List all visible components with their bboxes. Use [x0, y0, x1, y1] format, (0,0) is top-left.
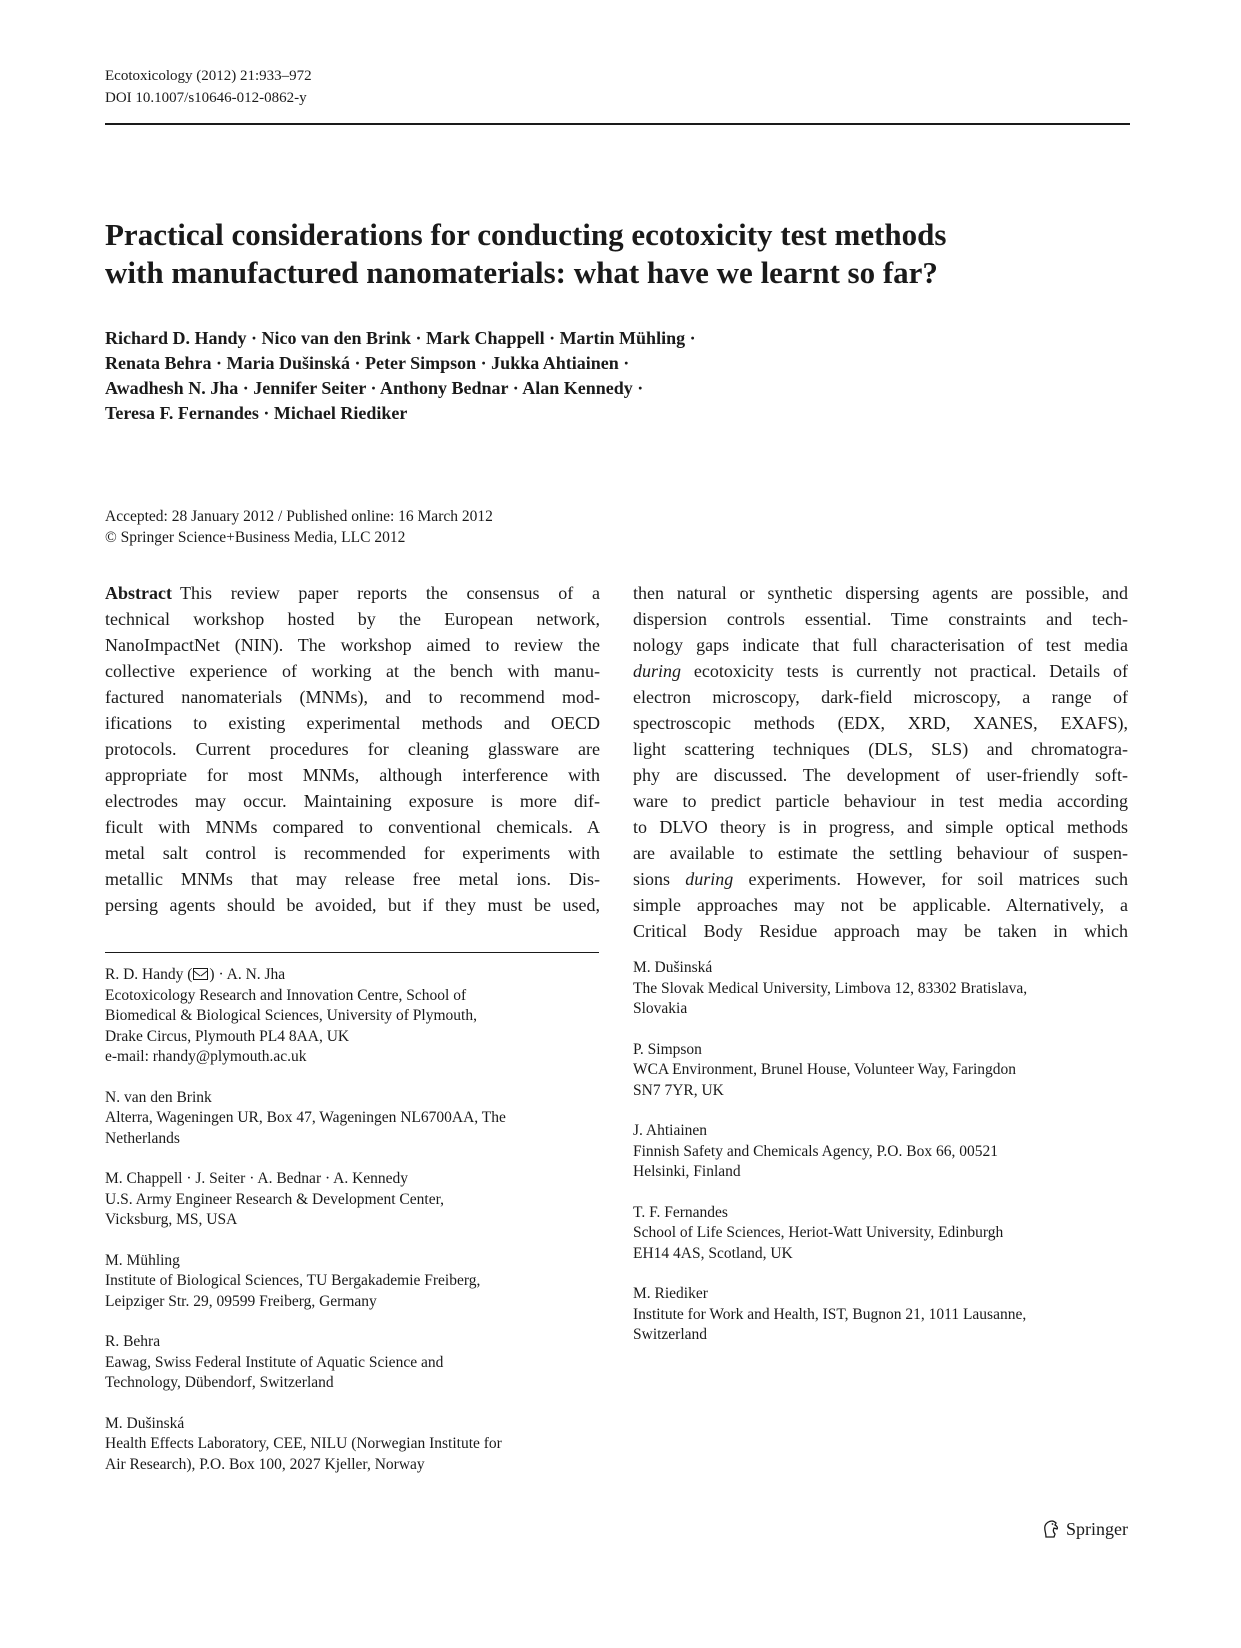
abstract-line: protocols. Current procedures for cleaning glassware are: [105, 739, 600, 759]
abstract-line: during ecotoxicity tests is currently not practical. Details of: [633, 661, 1128, 681]
abstract-line: factured nanomaterials (MNMs), and to recommend mod-: [105, 687, 600, 707]
abstract-line: ware to predict particle behaviour in test media according: [633, 791, 1128, 811]
affiliation-line: Ecotoxicology Research and Innovation Centre, School of: [105, 986, 467, 1004]
affiliation-name: R. Behra: [105, 1333, 161, 1350]
affiliation-line: The Slovak Medical University, Limbova 12, 83302 Bratislava,: [633, 979, 1028, 997]
affiliations-left: [105, 965, 605, 1495]
affiliation-block: [105, 1414, 605, 1476]
affiliation-line: SN7 7YR, UK: [633, 1081, 724, 1099]
affiliation-block: [105, 1251, 605, 1313]
affiliation-line: Eawag, Swiss Federal Institute of Aquatic Science and: [105, 1353, 444, 1371]
copyright: © Springer Science+Business Media, LLC 2012: [105, 529, 406, 546]
abstract-line: NanoImpactNet (NIN). The workshop aimed to review the: [105, 635, 600, 655]
affiliation-line: Helsinki, Finland: [633, 1163, 741, 1180]
accepted-published: Accepted: 28 January 2012 / Published online: 16 March 2012: [105, 508, 493, 525]
affiliation-name: M. Riediker: [633, 1285, 708, 1302]
abstract-line: Critical Body Residue approach may be taken in which: [633, 921, 1128, 941]
affiliation-line: WCA Environment, Brunel House, Volunteer Way, Faringdon: [633, 1061, 1017, 1078]
affiliation-name: R. D. Handy ( ) · A. N. Jha: [105, 966, 286, 983]
author-line: Awadhesh N. Jha · Jennifer Seiter · Anthony Bednar · Alan Kennedy ·: [105, 378, 644, 398]
affiliation-line: Institute of Biological Sciences, TU Bergakademie Freiberg,: [105, 1272, 481, 1289]
affiliation-name: P. Simpson: [633, 1040, 702, 1058]
affiliation-line: Air Research), P.O. Box 100, 2027 Kjeller, Norway: [105, 1455, 425, 1473]
abstract-line: simple approaches may not be applicable. Alternatively, a: [633, 895, 1128, 915]
email-address[interactable]: e-mail: rhandy@plymouth.ac.uk: [105, 1048, 307, 1065]
author-line: Renata Behra · Maria Dušinská · Peter Simpson · Jukka Ahtiainen ·: [105, 353, 630, 373]
abstract-line: persing agents should be avoided, but if they must be used,: [105, 895, 600, 915]
affiliation-line: Drake Circus, Plymouth PL4 8AA, UK: [105, 1027, 350, 1045]
author-list: [105, 326, 696, 426]
springer-horse-icon: [1040, 1518, 1062, 1540]
abstract-line: Abstract This review paper reports the consensus of a: [105, 583, 600, 603]
abstract-line: metal salt control is recommended for experiments with: [105, 843, 600, 863]
affiliation-name: J. Ahtiainen: [633, 1122, 708, 1139]
affiliation-line: Technology, Dübendorf, Switzerland: [105, 1374, 334, 1391]
abstract-line: phy are discussed. The development of user-friendly soft-: [633, 765, 1128, 785]
affiliation-line: Vicksburg, MS, USA: [105, 1211, 238, 1228]
affiliation-line: Leipziger Str. 29, 09599 Freiberg, Germany: [105, 1292, 377, 1310]
affiliation-block: [633, 1203, 1133, 1265]
affiliation-line: Slovakia: [633, 1000, 688, 1017]
affiliation-line: Switzerland: [633, 1326, 708, 1343]
affiliation-block: [633, 1121, 1133, 1183]
abstract-line: metallic MNMs that may release free metal ions. Dis-: [105, 869, 600, 889]
affiliation-name: M. Mühling: [105, 1251, 180, 1269]
abstract-line: dispersion controls essential. Time constraints and tech-: [633, 609, 1128, 629]
doi: DOI 10.1007/s10646-012-0862-y: [105, 90, 307, 106]
author-line: Teresa F. Fernandes · Michael Riediker: [105, 403, 408, 423]
abstract-line: ficult with MNMs compared to conventional chemicals. A: [105, 817, 600, 837]
affiliation-block: [633, 1040, 1133, 1102]
affiliation-line: Health Effects Laboratory, CEE, NILU (Norwegian Institute for: [105, 1435, 502, 1452]
abstract-line: ifications to existing experimental methods and OECD: [105, 713, 600, 733]
affiliation-line: Biomedical & Biological Sciences, University of Plymouth,: [105, 1007, 477, 1024]
abstract-line: spectroscopic methods (EDX, XRD, XANES, EXAFS),: [633, 713, 1128, 733]
abstract-heading: Abstract: [105, 583, 172, 603]
affiliation-line: Institute for Work and Health, IST, Bugnon 21, 1011 Lausanne,: [633, 1305, 1027, 1323]
journal-header: [105, 65, 312, 109]
abstract-line: appropriate for most MNMs, although interference with: [105, 765, 600, 785]
abstract-right-column: [633, 580, 1128, 944]
affiliation-line: U.S. Army Engineer Research & Development Center,: [105, 1190, 444, 1208]
header-rule: [105, 123, 1130, 125]
italic-during: during: [685, 869, 734, 889]
envelope-icon: [193, 968, 208, 980]
italic-during: during: [633, 661, 682, 681]
abstract-line: then natural or synthetic dispersing agents are possible, and: [633, 583, 1128, 603]
affiliation-line: Netherlands: [105, 1129, 180, 1147]
affiliation-line: School of Life Sciences, Heriot-Watt University, Edinburgh: [633, 1224, 1004, 1241]
publication-dates: [105, 506, 493, 548]
affiliation-name: M. Chappell · J. Seiter · A. Bednar · A. Kennedy: [105, 1170, 409, 1187]
affiliation-line: EH14 4AS, Scotland, UK: [633, 1244, 793, 1262]
affiliation-line: Alterra, Wageningen UR, Box 47, Wageningen NL6700AA, The: [105, 1109, 506, 1126]
abstract-left-column: [105, 580, 600, 918]
affiliation-name: T. F. Fernandes: [633, 1203, 728, 1221]
abstract-line: are available to estimate the settling behaviour of suspen-: [633, 843, 1128, 863]
abstract-line: collective experience of working at the bench with manu-: [105, 661, 600, 681]
title-line: with manufactured nanomaterials: what have we learnt so far?: [105, 255, 938, 290]
title-line: Practical considerations for conducting ecotoxicity test methods: [105, 217, 947, 252]
affiliations-right: [633, 958, 1133, 1366]
paper-title: [105, 216, 1135, 292]
affiliation-block: [633, 1284, 1133, 1346]
abstract-line: electrodes may occur. Maintaining exposure is more dif-: [105, 791, 600, 811]
abstract-line: electron microscopy, dark-field microscopy, a range of: [633, 687, 1128, 707]
abstract-line: sions during experiments. However, for soil matrices such: [633, 869, 1128, 889]
abstract-line: light scattering techniques (DLS, SLS) and chromatogra-: [633, 739, 1128, 759]
abstract-line: technical workshop hosted by the European network,: [105, 609, 600, 629]
footnote-rule: [105, 952, 599, 953]
affiliation-line: Finnish Safety and Chemicals Agency, P.O. Box 66, 00521: [633, 1142, 998, 1160]
affiliation-name: N. van den Brink: [105, 1088, 212, 1106]
affiliation-block: [105, 1169, 605, 1231]
abstract-line: to DLVO theory is in progress, and simple optical methods: [633, 817, 1128, 837]
affiliation-name: M. Dušinská: [633, 959, 713, 976]
author-line: Richard D. Handy · Nico van den Brink · Mark Chappell · Martin Mühling ·: [105, 328, 696, 348]
affiliation-block: [105, 1088, 605, 1150]
affiliation-name: M. Dušinská: [105, 1414, 185, 1432]
affiliation-block: [105, 965, 605, 1068]
journal-citation: Ecotoxicology (2012) 21:933–972: [105, 68, 312, 84]
affiliation-block: [633, 958, 1133, 1020]
springer-logo: [1040, 1518, 1128, 1540]
abstract-line: nology gaps indicate that full characterisation of test media: [633, 635, 1128, 655]
affiliation-block: [105, 1332, 605, 1394]
publisher-name: Springer: [1066, 1518, 1128, 1539]
